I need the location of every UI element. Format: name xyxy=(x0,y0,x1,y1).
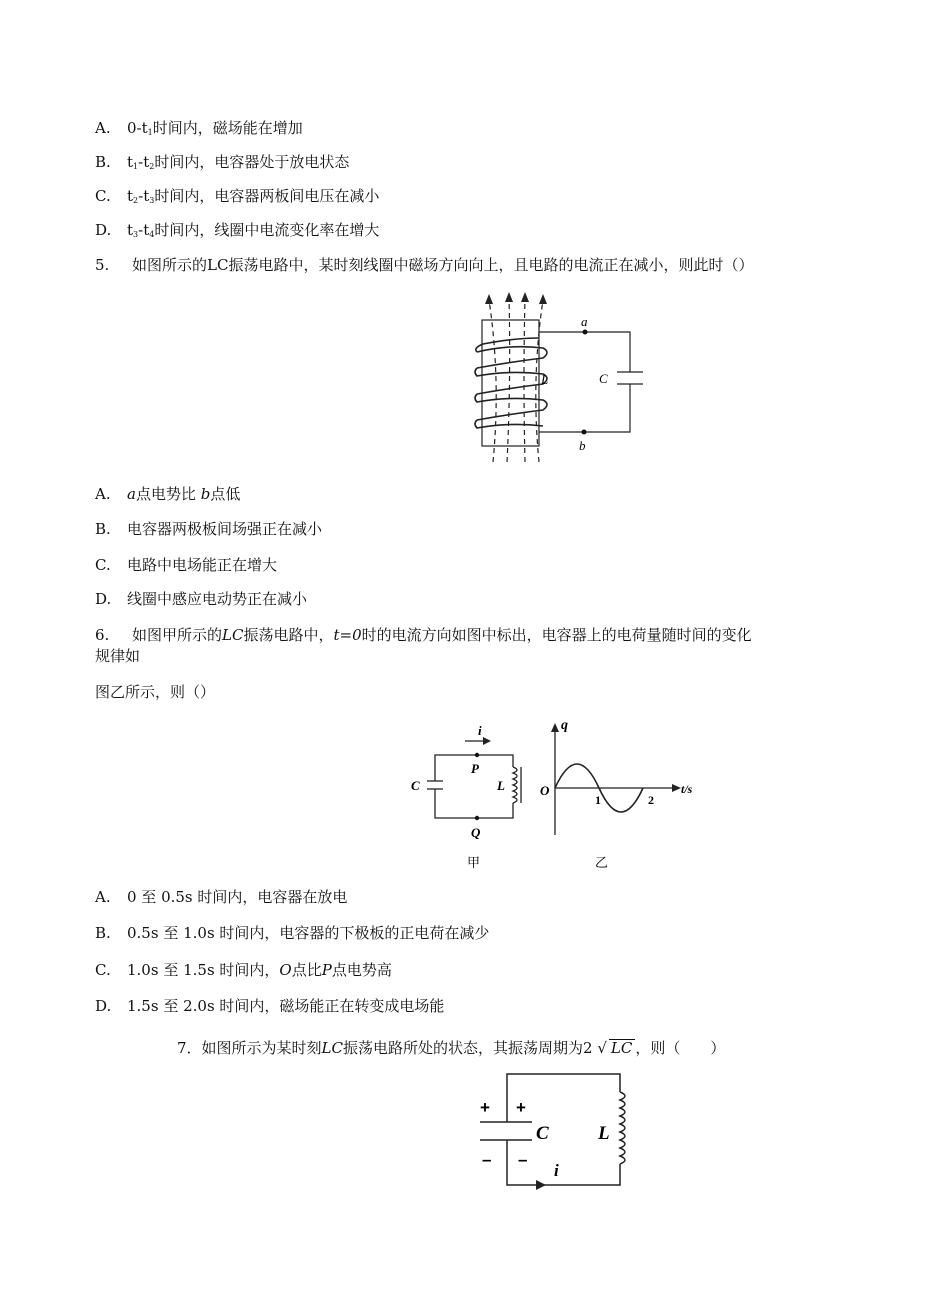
circuit-wires xyxy=(539,332,643,432)
tick-1: 1 xyxy=(595,793,601,807)
q6-figure xyxy=(405,715,710,875)
q5-option-a: A. a点电势比 b点低 xyxy=(95,485,241,503)
point-b-dot xyxy=(582,430,587,435)
label-c: C xyxy=(536,1123,549,1144)
option-label: C. xyxy=(95,961,111,979)
label-q-axis: q xyxy=(561,718,568,733)
q6-stem-line2: 规律如 xyxy=(95,647,141,665)
q4-option-a: A. $0-t_1$时间内，磁场能在增加 xyxy=(95,119,303,137)
q7-stem: 7．如图所示为某时刻LC振荡电路所处的状态，其振荡周期为2 √ LC ，则（ ） xyxy=(177,1039,726,1057)
tick-2: 2 xyxy=(648,793,654,807)
q6-stem-line1: 6. 如图甲所示的LC振荡电路中，t=0时的电流方向如图中标出，电容器上的电荷量随时间的变化 xyxy=(95,626,752,644)
q5-option-b: B. 电容器两极板间场强正在减小 xyxy=(95,520,323,538)
option-label: A. xyxy=(95,888,111,906)
option-label: B. xyxy=(95,520,111,538)
q7-circuit-figure xyxy=(470,1068,640,1193)
option-label: A. xyxy=(95,485,111,503)
q5-stem: 5. 如图所示的LC振荡电路中，某时刻线圈中磁场方向向上，且电路的电流正在减小，则此时（） xyxy=(95,256,754,274)
option-label: D. xyxy=(95,221,112,239)
label-jia: 甲 xyxy=(467,855,481,870)
circuit-jia xyxy=(427,741,521,818)
q4-option-b: B. $t_1-t_2$时间内，电容器处于放电状态 xyxy=(95,153,350,171)
label-c: C xyxy=(599,371,608,386)
point-q-dot xyxy=(475,816,479,820)
sqrt-icon: √ xyxy=(597,1039,607,1057)
option-label: C. xyxy=(95,556,111,574)
current-arrow-icon xyxy=(536,1180,546,1190)
field-arrow-icons xyxy=(485,292,547,304)
option-label: B. xyxy=(95,153,111,171)
label-l: L xyxy=(598,1123,610,1144)
option-label: D. xyxy=(95,590,112,608)
q-axis-arrow-icon xyxy=(551,723,559,732)
label-origin: O xyxy=(540,783,550,798)
q5-coil-circuit-figure xyxy=(465,290,645,470)
q6-option-a: A. 0 至 0.5s 时间内，电容器在放电 xyxy=(95,888,348,906)
option-label: C. xyxy=(95,187,111,205)
option-label: D. xyxy=(95,997,112,1015)
label-l: L xyxy=(541,372,549,387)
option-label: B. xyxy=(95,924,111,942)
label-i: i xyxy=(478,723,482,738)
label-q: Q xyxy=(471,825,481,840)
q6-option-b: B. 0.5s 至 1.0s 时间内，电容器的下极板的正电荷在减少 xyxy=(95,924,490,942)
q6-stem-line3: 图乙所示，则（） xyxy=(95,683,216,701)
point-p-dot xyxy=(475,753,479,757)
question-number: 6. xyxy=(95,626,110,644)
label-t-axis: t/s xyxy=(681,782,693,796)
label-b: b xyxy=(579,438,586,453)
q6-option-c: C. 1.0s 至 1.5s 时间内，O点比P点电势高 xyxy=(95,961,392,979)
label-l: L xyxy=(497,778,505,793)
t-axis-arrow-icon xyxy=(672,784,681,792)
field-lines xyxy=(489,298,543,462)
graph-yi-axes xyxy=(555,729,675,835)
q4-option-c: C. $t_2-t_3$时间内，电容器两板间电压在减小 xyxy=(95,187,380,205)
label-a: a xyxy=(581,314,588,329)
option-label: A. xyxy=(95,119,111,137)
question-number: 5. xyxy=(95,256,110,274)
label-c: C xyxy=(411,778,420,793)
point-a-dot xyxy=(583,330,588,335)
q6-option-d: D. 1.5s 至 2.0s 时间内，磁场能正在转变成电场能 xyxy=(95,997,445,1015)
q5-option-c: C. 电路中电场能正在增大 xyxy=(95,556,278,574)
q4-option-d: D. $t_3-t_4$时间内，线圈中电流变化率在增大 xyxy=(95,221,380,239)
minus-left: – xyxy=(482,1150,492,1169)
label-p: P xyxy=(471,761,479,776)
label-i: i xyxy=(554,1161,559,1180)
plus-left: + xyxy=(480,1098,490,1117)
minus-right: – xyxy=(518,1150,528,1169)
q5-option-d: D. 线圈中感应电动势正在减小 xyxy=(95,590,308,608)
current-arrow-icon xyxy=(483,737,491,745)
plus-right: + xyxy=(516,1098,526,1117)
label-yi: 乙 xyxy=(595,855,609,870)
